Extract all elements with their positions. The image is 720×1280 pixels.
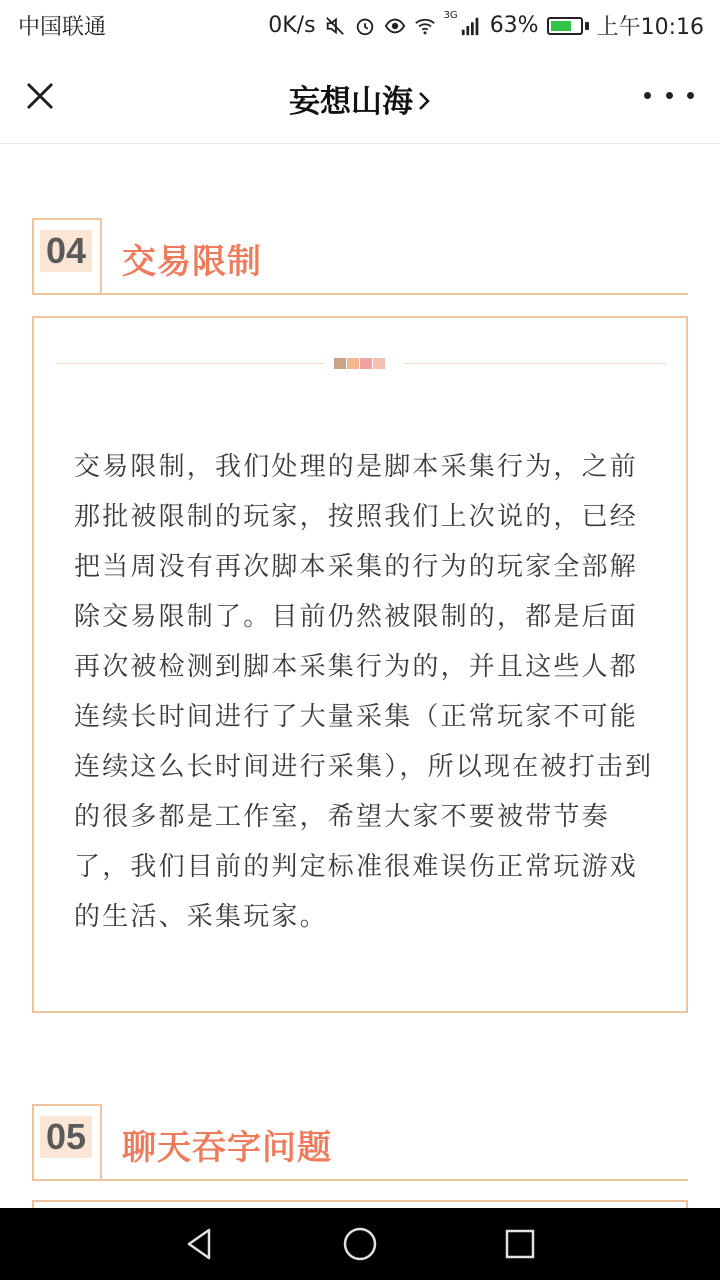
chevron-right-icon [417,90,431,112]
section-body-text: 交易限制，我们处理的是脚本采集行为，之前那批被限制的玩家，按照我们上次说的，已经把当周没有再次脚本采集的行为的玩家全部解除交易限制了。目前仍然被限制的，都是后面再次被检测到脚本采集行为的，并且这些人都连续长时间进行了大量采集（正常玩家不可能连续这么长时间进行采集），所以现在被打击到的很多都是工作室，希望大家不要被带节奏了，我们目前的判定标准很难误伤正常玩游戏的生活、采集玩家。 [74,452,654,932]
alarm-icon [354,15,376,37]
wifi-icon [414,15,436,37]
home-button[interactable] [340,1224,380,1264]
back-button[interactable] [180,1224,220,1264]
status-icons [268,10,704,41]
divider-line [404,363,666,364]
recents-button[interactable] [500,1224,540,1264]
more-dot [644,92,651,99]
divider-line [56,363,324,364]
article-content[interactable] [0,145,720,1208]
battery-percent: 63% [489,13,539,38]
more-button[interactable] [644,80,694,110]
section-title: 交易限制 [122,242,262,282]
signal-icon [460,15,482,37]
section-number: 04 [40,230,92,272]
more-dot [666,92,673,99]
section-header [32,218,688,295]
battery-icon [547,17,589,35]
clock: 上午10:16 [596,15,704,40]
page-title: 妄想山海 [289,84,413,120]
divider-dot [360,358,372,369]
account-title-link[interactable] [0,76,720,121]
top-nav-bar [0,50,720,144]
recents-icon [504,1228,536,1260]
mute-icon [324,15,346,37]
home-icon [342,1226,378,1262]
divider-dot [334,358,346,369]
section-underline [32,1179,688,1181]
eye-icon [384,15,406,37]
carrier-name: 中国联通 [18,15,107,40]
status-bar [0,0,720,50]
section-number: 05 [40,1116,92,1158]
section-card [32,1200,688,1208]
section-header [32,1104,688,1181]
section-card [32,316,688,1013]
network-type: 3G [443,10,458,21]
section-underline [32,293,688,295]
section-title: 聊天吞字问题 [122,1128,332,1168]
system-navigation-bar [0,1208,720,1280]
divider-dots [334,358,385,369]
more-dot [687,92,694,99]
divider-dot [347,358,359,369]
network-speed: 0K/s [268,13,316,38]
divider-dot [373,358,385,369]
back-icon [183,1227,217,1261]
